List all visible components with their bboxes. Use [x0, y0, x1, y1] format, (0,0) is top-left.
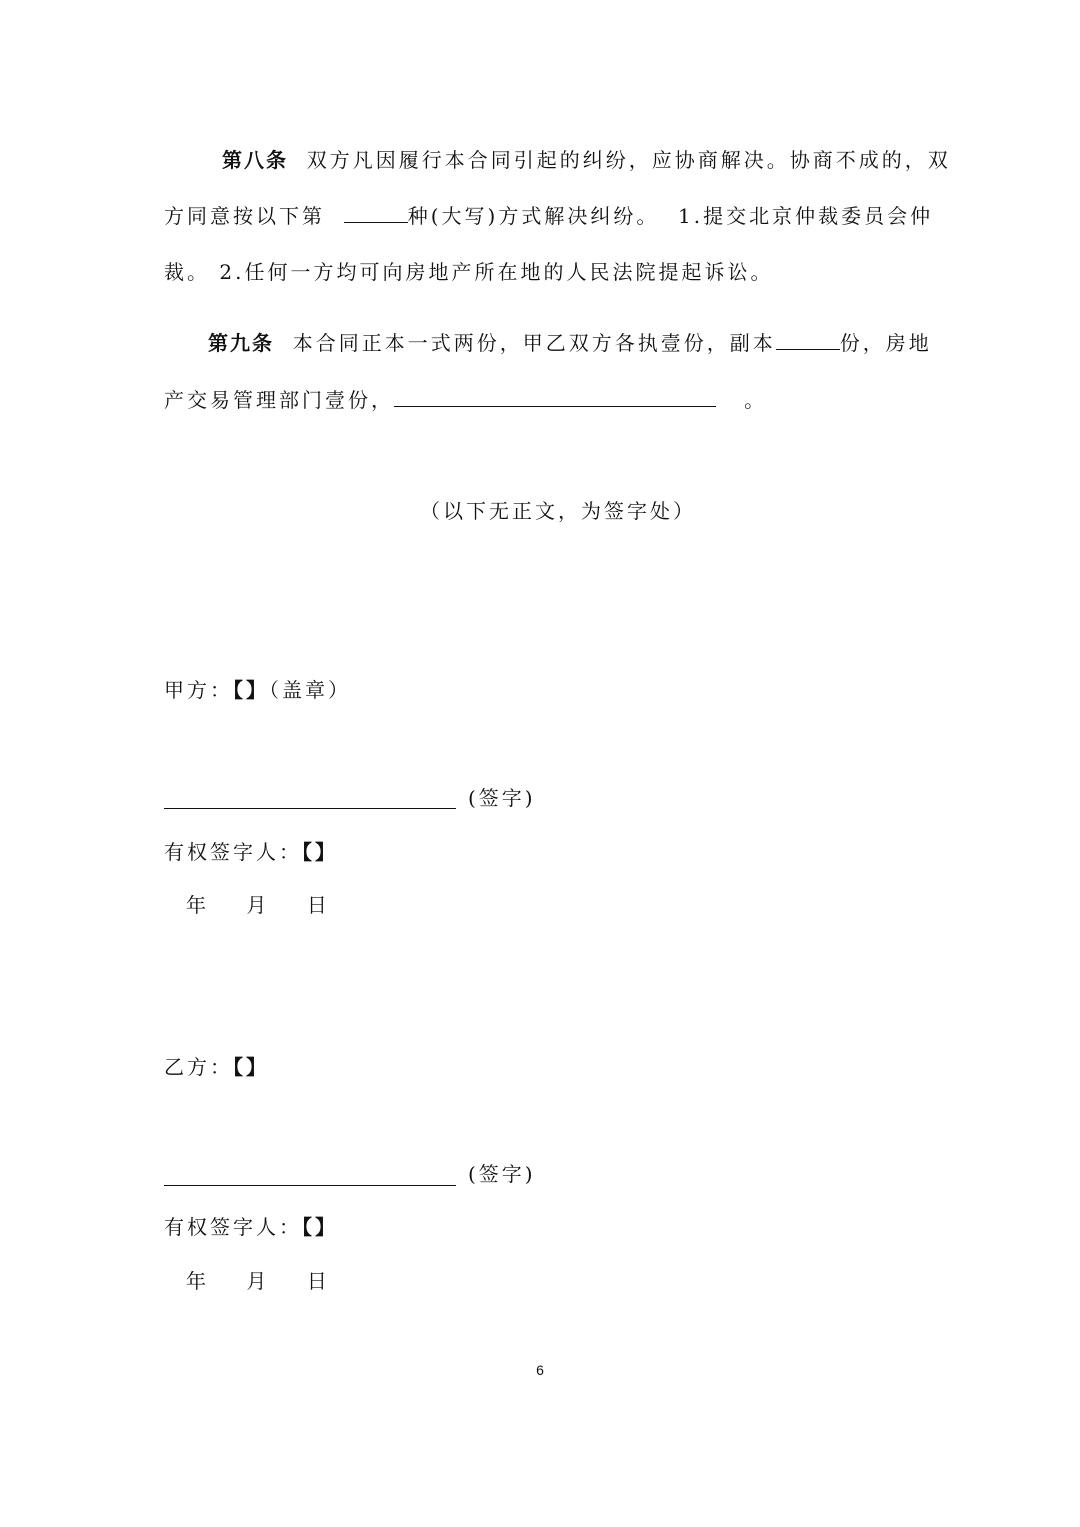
- party-b-signatory-line: [164, 1213, 338, 1241]
- party-a-seal: （盖章）: [269, 678, 351, 702]
- article-9-long-blank[interactable]: [394, 386, 716, 407]
- article-8-text-3: 裁。 2.任何一方均可向房地产所在地的人民法院提起诉讼。: [164, 260, 774, 284]
- article-8-text-2a: 方同意按以下第: [164, 204, 325, 228]
- party-a-line: [164, 676, 351, 704]
- party-b-signature-line[interactable]: [164, 1185, 456, 1186]
- article-8-heading: 第八条: [222, 148, 288, 172]
- page-number: 6: [536, 1362, 544, 1378]
- party-a-date: 年 月 日: [186, 893, 330, 917]
- article-8-line-2: [164, 202, 933, 230]
- article-9-line-1: [208, 329, 932, 357]
- party-a-signature-line[interactable]: [164, 808, 456, 809]
- article-8-line-1: [222, 146, 951, 174]
- party-b-sign-label: (签字): [468, 1162, 536, 1186]
- article-9-heading: 第九条: [208, 331, 274, 355]
- party-a-signatory-line: [164, 838, 338, 866]
- party-b-bracket: 【】: [233, 1055, 269, 1079]
- article-8-text-1: 双方凡因履行本合同引起的纠纷，应协商解决。协商不成的，双: [306, 148, 951, 172]
- article-9-line-2: [164, 386, 767, 414]
- article-9-text-2b: 。: [744, 388, 768, 412]
- article-8-text-2b: 种(大写)方式解决纠纷。: [407, 204, 660, 228]
- article-8-line-3: [164, 258, 773, 286]
- party-b-line: [164, 1053, 269, 1081]
- party-b-signatory-bracket: 【】: [302, 1215, 338, 1239]
- party-a-label: 甲方：: [164, 678, 233, 702]
- party-b-signatory-label: 有权签字人：: [164, 1215, 302, 1239]
- article-9-text-1a: 本合同正本一式两份，甲乙双方各执壹份，副本: [292, 331, 776, 355]
- article-9-text-2a: 产交易管理部门壹份，: [164, 388, 394, 412]
- article-9-copies-blank[interactable]: [776, 329, 840, 350]
- party-a-signatory-label: 有权签字人：: [164, 840, 302, 864]
- party-a-signatory-bracket: 【】: [302, 840, 338, 864]
- party-b-date: 年 月 日: [186, 1269, 330, 1293]
- party-a-sign-label: (签字): [468, 786, 536, 810]
- party-b-label: 乙方：: [164, 1055, 233, 1079]
- party-a-bracket: 【】: [233, 678, 269, 702]
- no-more-text-note: （以下无正文，为签字处）: [420, 499, 696, 523]
- article-8-text-2c: 1.提交北京仲裁委员会仲: [678, 204, 934, 228]
- article-8-method-blank[interactable]: [344, 202, 408, 223]
- article-9-text-1b: 份，房地: [839, 331, 932, 355]
